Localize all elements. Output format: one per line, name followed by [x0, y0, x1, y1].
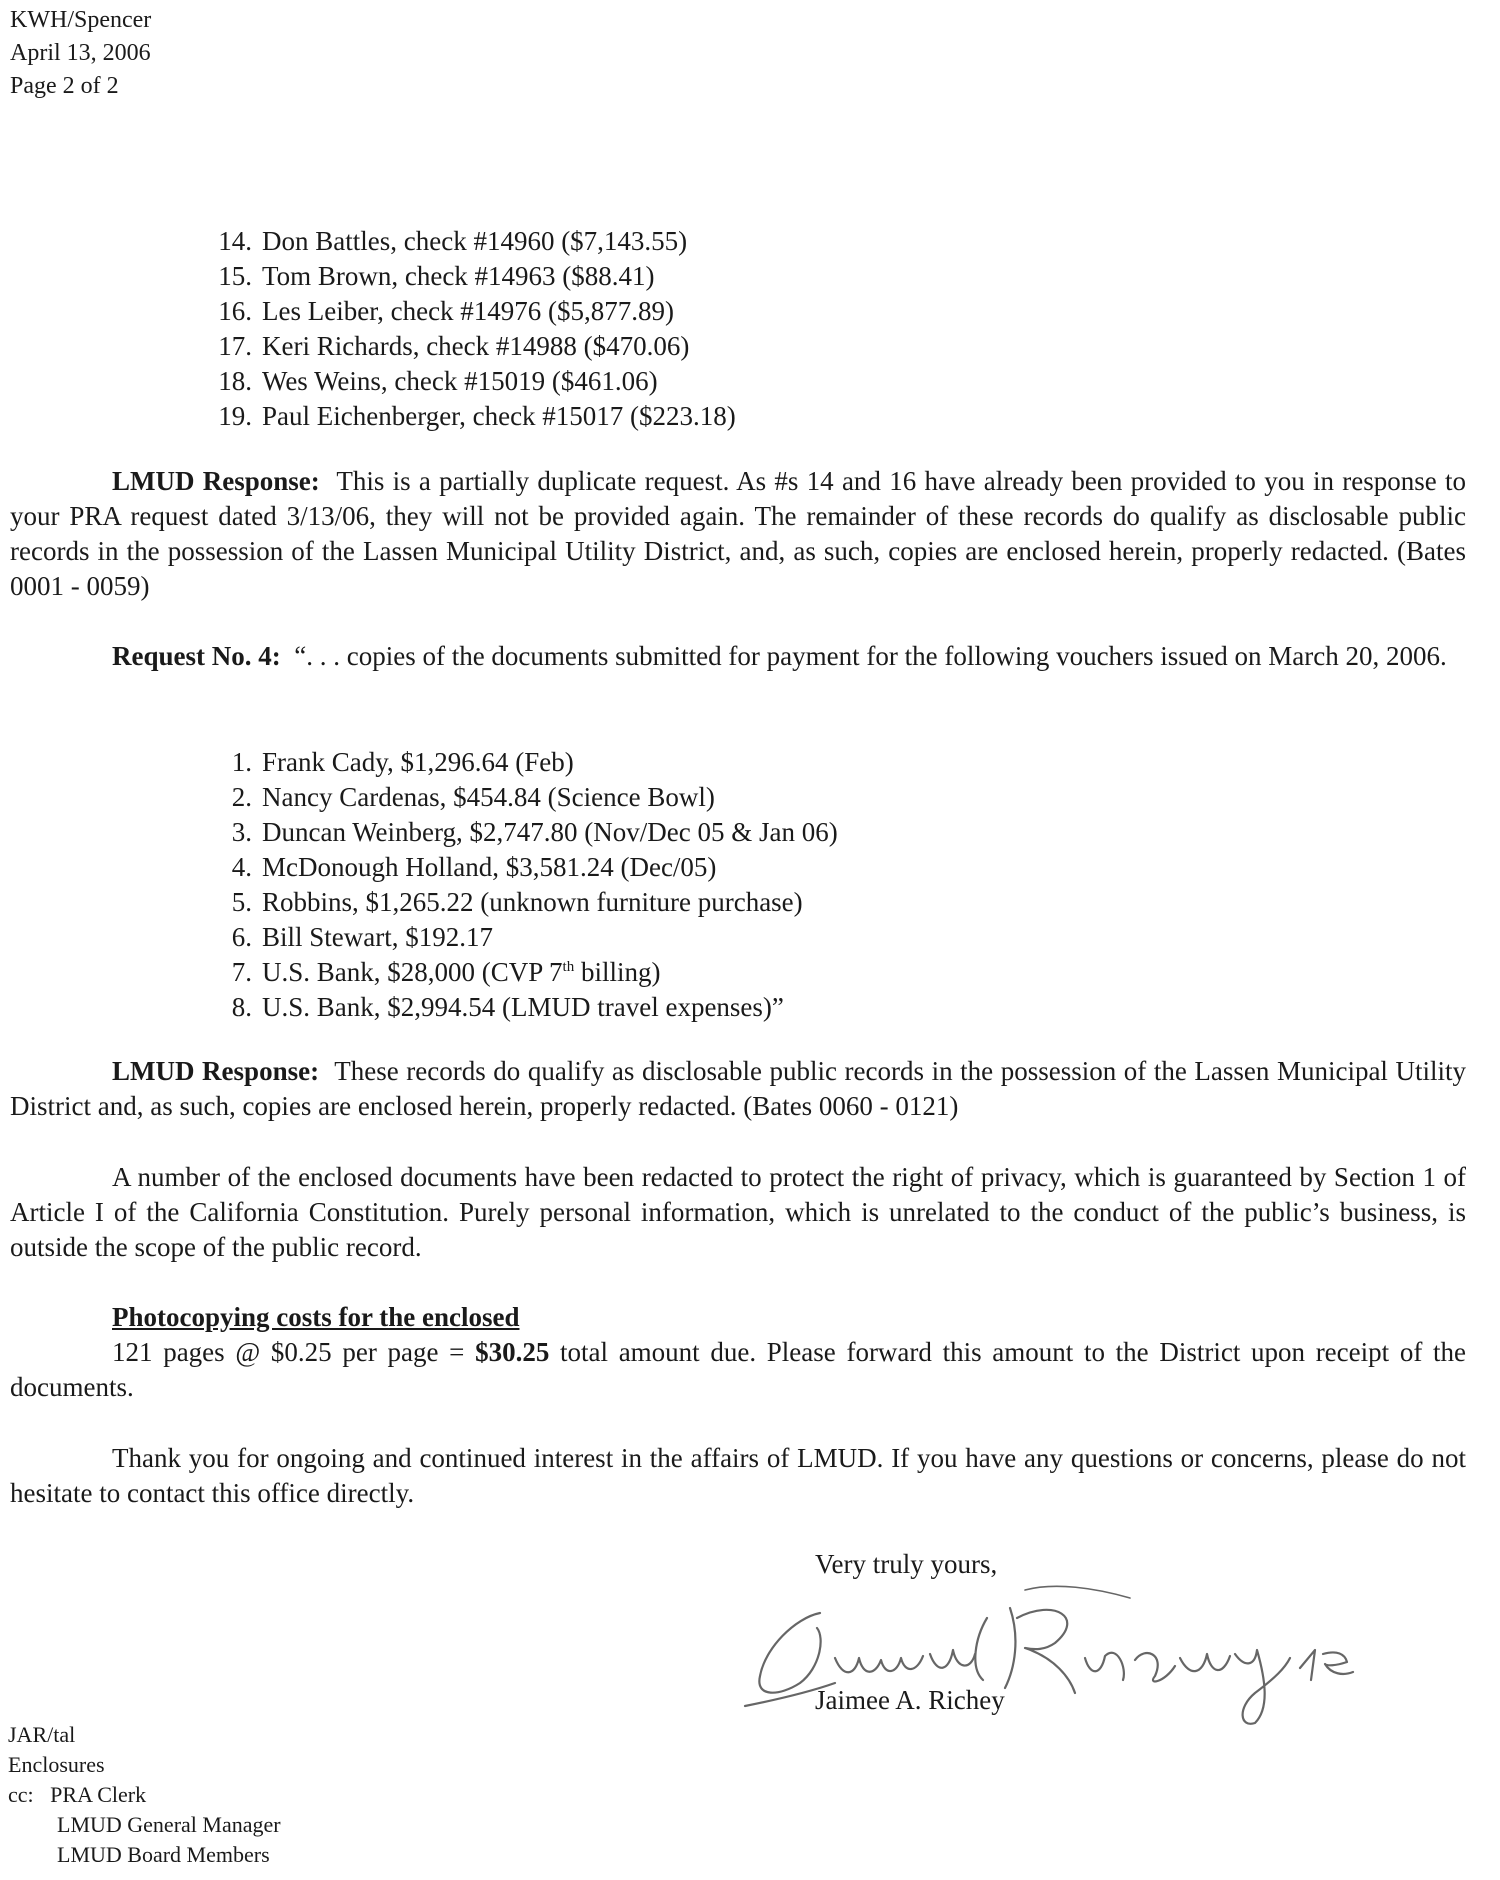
- list-item: [198, 294, 736, 329]
- ordinal-suffix: th: [562, 959, 575, 975]
- cc-line: [8, 1780, 281, 1810]
- list-item-number: 3.: [231, 817, 252, 847]
- list-item-number: 2.: [231, 782, 252, 812]
- list-item-text: Keri Richards, check #14988 ($470.06): [262, 331, 690, 361]
- response-label: LMUD Response:: [112, 1056, 320, 1086]
- voucher-list: [198, 745, 838, 1025]
- list-item-number: 6.: [231, 922, 252, 952]
- list-item-text: Frank Cady, $1,296.64 (Feb): [262, 747, 574, 777]
- photocopy-section: [10, 1300, 1466, 1405]
- list-item: [198, 850, 838, 885]
- request-label: Request No. 4:: [112, 641, 281, 671]
- list-item: [198, 259, 736, 294]
- list-item: [198, 990, 838, 1025]
- list-item-text: Nancy Cardenas, $454.84 (Science Bowl): [262, 782, 715, 812]
- list-item-number: 15.: [218, 261, 252, 291]
- cc-recipient: LMUD Board Members: [57, 1842, 270, 1867]
- list-item-number: 5.: [231, 887, 252, 917]
- list-item-number: 1.: [231, 747, 252, 777]
- response-text: This is a partially duplicate request. As #s 14 and 16 have already been provided to you in response to your PRA request dated 3/13/06, they will not be provided again. The remainder of these records do qualify as disclosable public records in the possession of the Lassen Municipal Utility District, and, as such, copies are enclosed herein, properly redacted. (Bates 0001 - 0059): [10, 466, 1466, 601]
- photocopy-heading: Photocopying costs for the enclosed: [112, 1302, 520, 1332]
- header-recipient: KWH/Spencer: [10, 7, 152, 33]
- header-date: April 13, 2006: [10, 40, 151, 66]
- list-item: [198, 780, 838, 815]
- enclosures-note: Enclosures: [8, 1752, 105, 1777]
- list-item: [198, 815, 838, 850]
- list-item-text-part: billing): [574, 957, 661, 987]
- response-label: LMUD Response:: [112, 466, 320, 496]
- photocopy-text-before: 121 pages @ $0.25 per page =: [112, 1337, 476, 1367]
- privacy-text: A number of the enclosed documents have been redacted to protect the right of privacy, which is guaranteed by Section 1 of Article I of the California Constitution. Purely personal information, which is unrelated to the conduct of the public’s business, is outside the scope of the public record.: [10, 1162, 1466, 1262]
- request-text: “. . . copies of the documents submitted for payment for the following vouchers issued on March 20, 2006.: [294, 641, 1447, 671]
- list-item-number: 8.: [231, 992, 252, 1022]
- list-item: [198, 399, 736, 434]
- cc-recipient: LMUD General Manager: [57, 1812, 281, 1837]
- list-item-number: 7.: [231, 957, 252, 987]
- response-text: These records do qualify as disclosable public records in the possession of the Lassen Municipal Utility District and, as such, copies are enclosed herein, properly redacted. (Bates 0060 - 0121): [10, 1056, 1467, 1121]
- list-item-text: Robbins, $1,265.22 (unknown furniture purchase): [262, 887, 803, 917]
- list-item: [198, 885, 838, 920]
- list-item: [198, 364, 736, 399]
- header-page-number: Page 2 of 2: [10, 73, 119, 99]
- list-item-number: 17.: [218, 331, 252, 361]
- request-4: [10, 639, 1466, 674]
- list-item: [198, 745, 838, 780]
- list-item-number: 14.: [218, 226, 252, 256]
- list-item-text: U.S. Bank, $2,994.54 (LMUD travel expenses)”: [262, 992, 784, 1022]
- closing-salutation: Very truly yours,: [815, 1549, 998, 1579]
- list-item-number: 18.: [218, 366, 252, 396]
- cc-recipient: PRA Clerk: [50, 1782, 147, 1807]
- list-item-number: 4.: [231, 852, 252, 882]
- list-item: [198, 224, 736, 259]
- list-item-text: Tom Brown, check #14963 ($88.41): [262, 261, 655, 291]
- lmud-response-2: [10, 1054, 1466, 1124]
- list-item-number: 19.: [218, 401, 252, 431]
- privacy-paragraph: [10, 1160, 1466, 1265]
- list-item-text: Bill Stewart, $192.17: [262, 922, 493, 952]
- list-item-text: Les Leiber, check #14976 ($5,877.89): [262, 296, 675, 326]
- thank-you-paragraph: [10, 1441, 1466, 1511]
- list-item-text: [262, 955, 660, 990]
- list-item-text: Wes Weins, check #15019 ($461.06): [262, 366, 658, 396]
- signer-name: Jaimee A. Richey: [815, 1685, 1005, 1715]
- list-item-text: Don Battles, check #14960 ($7,143.55): [262, 226, 688, 256]
- list-item: [198, 329, 736, 364]
- letter-footer: [8, 1720, 281, 1870]
- amount-due: $30.25: [475, 1337, 550, 1367]
- list-item: [198, 955, 838, 990]
- list-item-number: 16.: [218, 296, 252, 326]
- list-item-text-part: U.S. Bank, $28,000 (CVP 7: [262, 957, 563, 987]
- thank-you-text: Thank you for ongoing and continued interest in the affairs of LMUD. If you have any questions or concerns, please do not hesitate to contact this office directly.: [10, 1443, 1466, 1508]
- lmud-response-1: [10, 464, 1466, 604]
- photocopy-text-after: total amount due. Please forward this amount to the District upon receipt of the documents.: [10, 1337, 1466, 1402]
- check-list: [198, 224, 736, 434]
- reference-initials: JAR/tal: [8, 1722, 76, 1747]
- cc-label: cc:: [8, 1782, 34, 1807]
- list-item: [198, 920, 838, 955]
- list-item-text: Duncan Weinberg, $2,747.80 (Nov/Dec 05 & Jan 06): [262, 817, 838, 847]
- list-item-text: McDonough Holland, $3,581.24 (Dec/05): [262, 852, 717, 882]
- page-header: [10, 4, 151, 103]
- list-item-text: Paul Eichenberger, check #15017 ($223.18): [262, 401, 736, 431]
